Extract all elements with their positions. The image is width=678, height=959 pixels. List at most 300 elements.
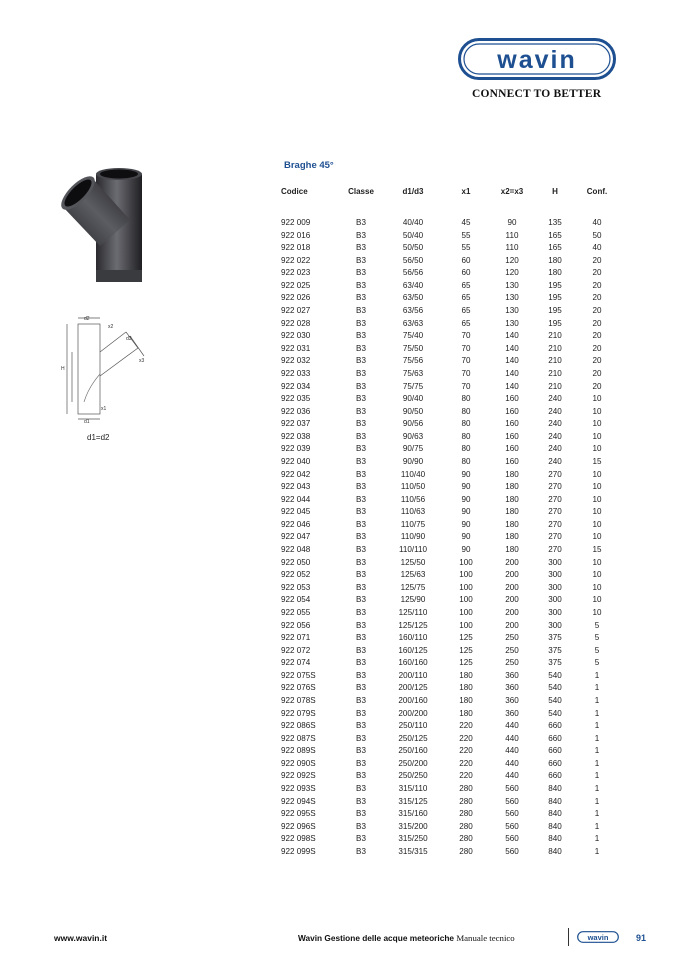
cell-x2-x3: 120 (505, 268, 519, 278)
cell-classe: B3 (356, 306, 366, 316)
cell-x1: 100 (459, 582, 473, 592)
cell-x1: 80 (461, 419, 471, 429)
table-row (281, 846, 619, 859)
cell-x1: 90 (461, 545, 471, 555)
cell-h: 375 (548, 645, 562, 655)
table-row (281, 607, 619, 620)
header-codice: Codice (281, 187, 308, 196)
cell-conf: 1 (594, 733, 600, 743)
cell-conf: 20 (592, 381, 602, 391)
cell-codice: 922 046 (281, 519, 311, 529)
cell-codice: 922 074 (281, 658, 311, 668)
cell-x2-x3: 180 (505, 507, 519, 517)
table-row (281, 267, 619, 280)
cell-classe: B3 (356, 268, 366, 278)
table-row (281, 745, 619, 758)
table-row (281, 519, 619, 532)
label-d1: d1 (84, 419, 90, 424)
cell-conf: 10 (592, 482, 602, 492)
cell-codice: 922 099S (281, 846, 316, 856)
table-row (281, 217, 619, 230)
table-row (281, 531, 619, 544)
cell-classe: B3 (356, 746, 366, 756)
cell-codice: 922 037 (281, 419, 311, 429)
cell-x1: 65 (461, 293, 471, 303)
cell-h: 375 (548, 633, 562, 643)
cell-d1-d3: 56/56 (402, 268, 424, 278)
cell-conf: 1 (594, 746, 600, 756)
cell-x1: 80 (461, 444, 471, 454)
cell-conf: 1 (594, 695, 600, 705)
table-row (281, 469, 619, 482)
cell-classe: B3 (356, 482, 366, 492)
cell-conf: 20 (592, 306, 602, 316)
cell-conf: 1 (594, 821, 600, 831)
table-row (281, 381, 619, 394)
cell-conf: 20 (592, 318, 602, 328)
table-row (281, 343, 619, 356)
cell-d1-d3: 160/110 (398, 633, 428, 643)
cell-x2-x3: 140 (505, 368, 519, 378)
wavin-logo (458, 38, 616, 80)
cell-d1-d3: 110/40 (400, 469, 426, 479)
cell-codice: 922 054 (281, 595, 311, 605)
table-row (281, 443, 619, 456)
cell-d1-d3: 56/50 (402, 255, 424, 265)
cell-d1-d3: 250/250 (398, 771, 428, 781)
cell-classe: B3 (356, 607, 366, 617)
table-row (281, 645, 619, 658)
table-row (281, 695, 619, 708)
cell-d1-d3: 160/125 (398, 645, 428, 655)
cell-x2-x3: 250 (505, 658, 519, 668)
cell-x2-x3: 360 (505, 683, 519, 693)
cell-classe: B3 (356, 255, 366, 265)
cell-classe: B3 (356, 796, 366, 806)
cell-codice: 922 028 (281, 318, 311, 328)
cell-h: 840 (548, 796, 562, 806)
cell-h: 195 (548, 318, 562, 328)
cell-conf: 1 (594, 683, 600, 693)
cell-conf: 20 (592, 356, 602, 366)
cell-codice: 922 018 (281, 243, 311, 253)
cell-x2-x3: 160 (505, 419, 519, 429)
cell-d1-d3: 110/50 (400, 482, 426, 492)
cell-classe: B3 (356, 356, 366, 366)
cell-h: 240 (548, 456, 562, 466)
cell-x1: 80 (461, 456, 471, 466)
cell-codice: 922 009 (281, 218, 311, 227)
table-row (281, 230, 619, 243)
cell-d1-d3: 250/125 (398, 733, 428, 743)
cell-codice: 922 052 (281, 570, 311, 580)
cell-conf: 1 (594, 708, 600, 718)
cell-x1: 100 (459, 595, 473, 605)
cell-d1-d3: 315/160 (398, 809, 428, 819)
cell-codice: 922 038 (281, 431, 311, 441)
cell-classe: B3 (356, 695, 366, 705)
cell-d1-d3: 200/160 (398, 695, 428, 705)
cell-x1: 70 (461, 331, 471, 341)
cell-x2-x3: 560 (505, 809, 519, 819)
cell-conf: 20 (592, 268, 602, 278)
cell-codice: 922 076S (281, 683, 316, 693)
cell-x2-x3: 90 (507, 218, 517, 227)
table-header-row (281, 187, 619, 202)
cell-classe: B3 (356, 406, 366, 416)
cell-conf: 10 (592, 444, 602, 454)
cell-h: 270 (548, 494, 562, 504)
table-row (281, 292, 619, 305)
cell-x2-x3: 200 (505, 595, 519, 605)
cell-x2-x3: 360 (505, 670, 519, 680)
cell-x1: 280 (459, 834, 473, 844)
cell-d1-d3: 125/125 (398, 620, 428, 630)
cell-x1: 220 (459, 746, 473, 756)
cell-conf: 10 (592, 406, 602, 416)
cell-x2-x3: 140 (505, 331, 519, 341)
table-row (281, 506, 619, 519)
table-row (281, 720, 619, 733)
cell-d1-d3: 125/110 (398, 607, 428, 617)
cell-h: 300 (548, 557, 562, 567)
cell-h: 180 (548, 268, 562, 278)
cell-h: 660 (548, 733, 562, 743)
cell-conf: 1 (594, 721, 600, 731)
cell-x2-x3: 180 (505, 545, 519, 555)
cell-h: 270 (548, 519, 562, 529)
cell-h: 660 (548, 758, 562, 768)
cell-classe: B3 (356, 708, 366, 718)
cell-d1-d3: 125/75 (400, 582, 426, 592)
cell-classe: B3 (356, 809, 366, 819)
cell-conf: 10 (592, 394, 602, 404)
cell-x1: 100 (459, 570, 473, 580)
cell-d1-d3: 250/110 (398, 721, 428, 731)
cell-d1-d3: 75/63 (402, 368, 424, 378)
cell-x2-x3: 560 (505, 784, 519, 794)
cell-x1: 180 (459, 670, 473, 680)
technical-drawing (60, 312, 155, 424)
cell-d1-d3: 63/50 (402, 293, 424, 303)
cell-classe: B3 (356, 771, 366, 781)
table-row (281, 758, 619, 771)
cell-x1: 90 (461, 482, 471, 492)
cell-codice: 922 039 (281, 444, 311, 454)
cell-classe: B3 (356, 545, 366, 555)
cell-x1: 90 (461, 519, 471, 529)
cell-x1: 220 (459, 758, 473, 768)
drawing-caption: d1=d2 (87, 433, 110, 442)
cell-classe: B3 (356, 444, 366, 454)
cell-x1: 65 (461, 280, 471, 290)
cell-conf: 1 (594, 758, 600, 768)
cell-d1-d3: 50/40 (402, 230, 424, 240)
table-row (281, 821, 619, 834)
cell-h: 270 (548, 469, 562, 479)
cell-h: 210 (548, 368, 562, 378)
cell-h: 165 (548, 243, 562, 253)
footer-doc-title (298, 933, 515, 943)
cell-h: 540 (548, 670, 562, 680)
cell-x2-x3: 110 (505, 230, 519, 240)
table-row (281, 682, 619, 695)
cell-d1-d3: 40/40 (402, 218, 424, 227)
cell-conf: 20 (592, 255, 602, 265)
cell-x1: 60 (461, 255, 471, 265)
cell-classe: B3 (356, 658, 366, 668)
cell-classe: B3 (356, 243, 366, 253)
cell-h: 210 (548, 343, 562, 353)
table-row (281, 456, 619, 469)
cell-h: 840 (548, 809, 562, 819)
cell-x1: 280 (459, 821, 473, 831)
cell-codice: 922 072 (281, 645, 311, 655)
cell-classe: B3 (356, 645, 366, 655)
cell-d1-d3: 160/160 (398, 658, 428, 668)
cell-codice: 922 022 (281, 255, 311, 265)
cell-x1: 65 (461, 318, 471, 328)
cell-conf: 20 (592, 368, 602, 378)
footer-website[interactable]: www.wavin.it (54, 933, 108, 943)
spacer-cell (281, 202, 619, 217)
table-row (281, 783, 619, 796)
cell-x1: 80 (461, 431, 471, 441)
cell-x1: 60 (461, 268, 471, 278)
cell-d1-d3: 315/250 (398, 834, 428, 844)
cell-classe: B3 (356, 456, 366, 466)
table-row (281, 242, 619, 255)
cell-classe: B3 (356, 343, 366, 353)
cell-classe: B3 (356, 633, 366, 643)
cell-classe: B3 (356, 834, 366, 844)
cell-codice: 922 040 (281, 456, 311, 466)
cell-x1: 180 (459, 708, 473, 718)
cell-conf: 10 (592, 532, 602, 542)
cell-classe: B3 (356, 670, 366, 680)
cell-conf: 5 (594, 620, 600, 630)
footer-wavin-logo (577, 931, 619, 943)
cell-codice: 922 095S (281, 809, 316, 819)
cell-d1-d3: 110/110 (398, 545, 428, 555)
cell-h: 840 (548, 846, 562, 856)
cell-h: 240 (548, 419, 562, 429)
cell-classe: B3 (356, 469, 366, 479)
cell-h: 165 (548, 230, 562, 240)
cell-d1-d3: 125/90 (400, 595, 426, 605)
cell-classe: B3 (356, 595, 366, 605)
table-row (281, 833, 619, 846)
cell-classe: B3 (356, 394, 366, 404)
cell-x2-x3: 200 (505, 557, 519, 567)
cell-conf: 15 (592, 545, 602, 555)
cell-x2-x3: 200 (505, 582, 519, 592)
cell-codice: 922 030 (281, 331, 311, 341)
table-row (281, 582, 619, 595)
cell-codice: 922 033 (281, 368, 311, 378)
product-table (281, 187, 619, 858)
cell-classe: B3 (356, 582, 366, 592)
cell-d1-d3: 63/63 (402, 318, 424, 328)
cell-codice: 922 034 (281, 381, 311, 391)
label-d2: d2 (84, 316, 90, 322)
cell-h: 135 (548, 218, 562, 227)
cell-codice: 922 044 (281, 494, 311, 504)
cell-x2-x3: 160 (505, 406, 519, 416)
cell-x1: 90 (461, 507, 471, 517)
cell-d1-d3: 110/90 (400, 532, 426, 542)
cell-h: 195 (548, 293, 562, 303)
cell-codice: 922 045 (281, 507, 311, 517)
page-number: 91 (636, 933, 647, 943)
cell-codice: 922 050 (281, 557, 311, 567)
cell-x1: 125 (459, 633, 473, 643)
cell-x1: 55 (461, 230, 471, 240)
cell-d1-d3: 75/75 (402, 381, 424, 391)
cell-h: 240 (548, 444, 562, 454)
cell-x1: 100 (459, 557, 473, 567)
cell-h: 660 (548, 721, 562, 731)
cell-h: 300 (548, 620, 562, 630)
cell-x2-x3: 360 (505, 695, 519, 705)
cell-conf: 10 (592, 582, 602, 592)
cell-conf: 5 (594, 658, 600, 668)
cell-d1-d3: 90/90 (402, 456, 424, 466)
table-row (281, 594, 619, 607)
section-title: Braghe 45° (284, 160, 334, 171)
cell-classe: B3 (356, 721, 366, 731)
cell-codice: 922 086S (281, 721, 316, 731)
cell-x1: 180 (459, 695, 473, 705)
cell-classe: B3 (356, 821, 366, 831)
cell-classe: B3 (356, 331, 366, 341)
cell-h: 840 (548, 821, 562, 831)
cell-x2-x3: 180 (505, 469, 519, 479)
cell-h: 240 (548, 431, 562, 441)
cell-conf: 10 (592, 419, 602, 429)
cell-codice: 922 053 (281, 582, 311, 592)
cell-d1-d3: 90/40 (402, 394, 424, 404)
cell-codice: 922 042 (281, 469, 311, 479)
cell-h: 270 (548, 532, 562, 542)
cell-classe: B3 (356, 293, 366, 303)
cell-conf: 1 (594, 670, 600, 680)
cell-conf: 1 (594, 809, 600, 819)
cell-x2-x3: 110 (505, 243, 519, 253)
cell-x2-x3: 180 (505, 532, 519, 542)
cell-h: 270 (548, 507, 562, 517)
cell-classe: B3 (356, 280, 366, 290)
cell-d1-d3: 125/50 (400, 557, 426, 567)
table-row (281, 431, 619, 444)
cell-x1: 280 (459, 809, 473, 819)
cell-classe: B3 (356, 784, 366, 794)
cell-x1: 100 (459, 620, 473, 630)
cell-d1-d3: 110/56 (400, 494, 426, 504)
table-row (281, 305, 619, 318)
cell-x2-x3: 200 (505, 620, 519, 630)
cell-conf: 10 (592, 595, 602, 605)
cell-codice: 922 025 (281, 280, 311, 290)
cell-x1: 70 (461, 381, 471, 391)
cell-codice: 922 098S (281, 834, 316, 844)
cell-codice: 922 071 (281, 633, 311, 643)
header-x2-x3: x2=x3 (500, 187, 524, 196)
cell-conf: 10 (592, 519, 602, 529)
cell-x1: 80 (461, 394, 471, 404)
cell-x2-x3: 200 (505, 607, 519, 617)
cell-classe: B3 (356, 218, 366, 227)
cell-h: 240 (548, 394, 562, 404)
cell-conf: 20 (592, 293, 602, 303)
cell-conf: 40 (592, 243, 602, 253)
label-x1: x1 (101, 406, 107, 412)
cell-x2-x3: 180 (505, 494, 519, 504)
cell-d1-d3: 250/160 (398, 746, 428, 756)
cell-x1: 80 (461, 406, 471, 416)
cell-d1-d3: 315/110 (398, 784, 428, 794)
cell-x1: 280 (459, 846, 473, 856)
cell-classe: B3 (356, 368, 366, 378)
cell-codice: 922 031 (281, 343, 311, 353)
cell-d1-d3: 75/40 (402, 331, 424, 341)
cell-x1: 70 (461, 343, 471, 353)
cell-classe: B3 (356, 557, 366, 567)
cell-codice: 922 096S (281, 821, 316, 831)
table-row (281, 406, 619, 419)
cell-x1: 180 (459, 683, 473, 693)
cell-d1-d3: 90/75 (402, 444, 424, 454)
table-row (281, 318, 619, 331)
cell-x1: 100 (459, 607, 473, 617)
cell-classe: B3 (356, 758, 366, 768)
cell-x1: 55 (461, 243, 471, 253)
cell-conf: 10 (592, 557, 602, 567)
header-x1: x1 (461, 187, 471, 196)
cell-codice: 922 055 (281, 607, 311, 617)
cell-codice: 922 056 (281, 620, 311, 630)
cell-conf: 5 (594, 633, 600, 643)
table-row (281, 544, 619, 557)
cell-d1-d3: 125/63 (400, 570, 426, 580)
cell-x1: 280 (459, 796, 473, 806)
cell-codice: 922 094S (281, 796, 316, 806)
cell-h: 210 (548, 356, 562, 366)
cell-x1: 220 (459, 733, 473, 743)
cell-classe: B3 (356, 318, 366, 328)
cell-h: 270 (548, 482, 562, 492)
cell-x2-x3: 440 (505, 746, 519, 756)
cell-classe: B3 (356, 419, 366, 429)
table-row (281, 796, 619, 809)
cell-classe: B3 (356, 570, 366, 580)
cell-classe: B3 (356, 381, 366, 391)
cell-h: 300 (548, 595, 562, 605)
cell-x2-x3: 560 (505, 821, 519, 831)
cell-x2-x3: 180 (505, 519, 519, 529)
cell-codice: 922 036 (281, 406, 311, 416)
cell-h: 300 (548, 607, 562, 617)
table-row (281, 733, 619, 746)
cell-classe: B3 (356, 507, 366, 517)
cell-codice: 922 092S (281, 771, 316, 781)
cell-d1-d3: 90/63 (402, 431, 424, 441)
cell-h: 840 (548, 784, 562, 794)
cell-x1: 220 (459, 721, 473, 731)
product-photo (60, 160, 172, 285)
cell-x2-x3: 130 (505, 293, 519, 303)
cell-d1-d3: 63/40 (402, 280, 424, 290)
